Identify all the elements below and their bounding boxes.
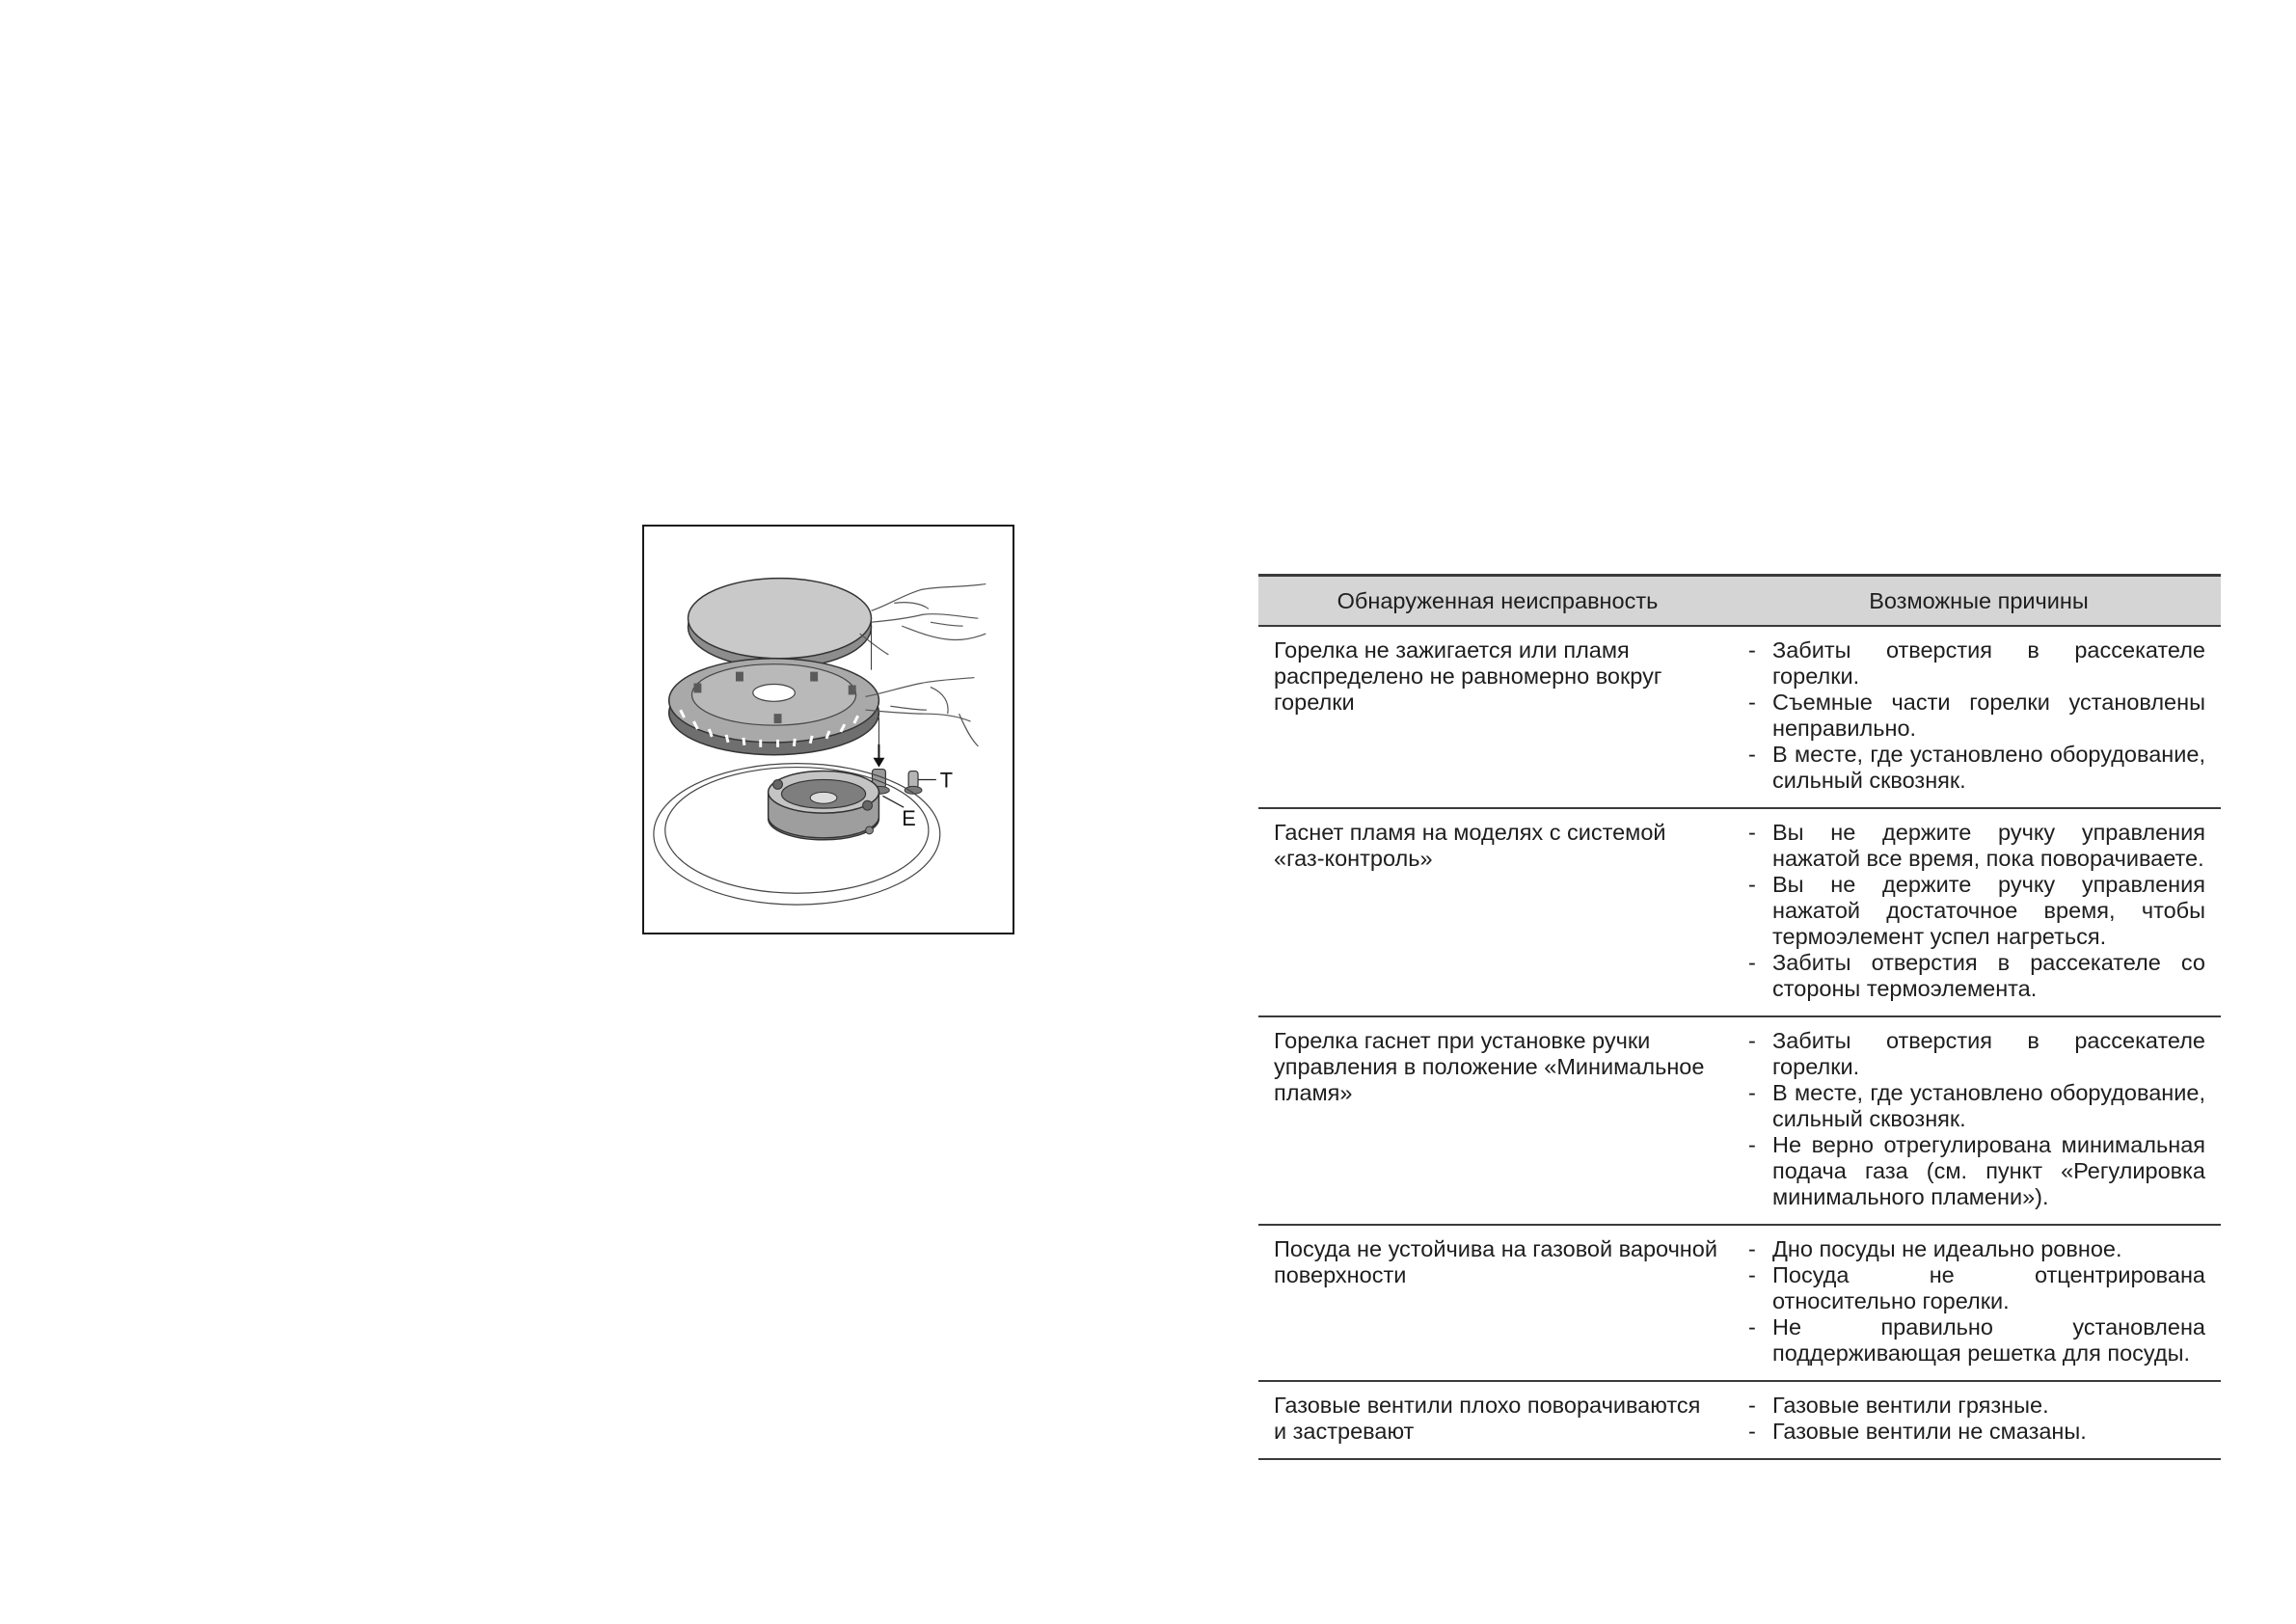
cause-item: - Забиты отверстия в рассекателе горелки. — [1748, 637, 2205, 689]
table-header-row — [1258, 576, 2221, 627]
cause-item: - Съемные части горелки установлены неправильно. — [1748, 690, 2205, 741]
label-e: E — [902, 805, 916, 830]
burner-cap — [689, 579, 872, 668]
table-row — [1258, 626, 2221, 808]
causes-cell — [1737, 1381, 2221, 1459]
fault-cell: Горелка гаснет при установке ручки управления в положение «Минимальное пламя» — [1258, 1016, 1737, 1225]
cause-item: - Не правильно установлена поддерживающая решетка для посуды. — [1748, 1314, 2205, 1366]
table-row — [1258, 1016, 2221, 1225]
cause-item: - Посуда не отцентрирована относительно горелки. — [1748, 1262, 2205, 1313]
cause-item: - В месте, где установлено оборудование, сильный сквозняк. — [1748, 742, 2205, 793]
hand-lower — [866, 678, 979, 746]
table-row — [1258, 808, 2221, 1016]
fault-cell: Гаснет пламя на моделях с системой «газ-контроль» — [1258, 808, 1737, 1016]
cause-item: - Вы не держите ручку управления нажатой все время, пока поворачиваете. — [1748, 820, 2205, 871]
troubleshooting-table — [1258, 574, 2221, 1460]
burner-spreader — [669, 659, 879, 755]
causes-cell — [1737, 1016, 2221, 1225]
burner-cup — [769, 771, 879, 840]
cause-item: - Газовые вентили грязные. — [1748, 1393, 2049, 1418]
table-row — [1258, 1381, 2221, 1459]
header-causes: Возможные причины — [1737, 576, 2221, 627]
cause-item: - Вы не держите ручку управления нажатой достаточное время, чтобы термоэлемент успел нагреться. — [1748, 872, 2205, 949]
cause-item: - Забиты отверстия в рассекателе горелки. — [1748, 1028, 2205, 1079]
cause-item: - В месте, где установлено оборудование, сильный сквозняк. — [1748, 1080, 2205, 1131]
header-fault: Обнаруженная неисправность — [1258, 576, 1737, 627]
cause-item: - Дно посуды не идеально ровное. — [1748, 1236, 2122, 1261]
burner-assembly-figure — [642, 525, 1014, 934]
causes-cell — [1737, 626, 2221, 808]
fault-cell: Горелка не зажигается или пламя распределено не равномерно вокруг горелки — [1258, 626, 1737, 808]
hand-upper — [860, 584, 986, 655]
cause-item: - Газовые вентили не смазаны. — [1748, 1419, 2087, 1444]
fault-cell: Посуда не устойчива на газовой варочной поверхности — [1258, 1225, 1737, 1381]
label-t: T — [939, 768, 954, 793]
arrow-down-icon — [874, 744, 885, 768]
fault-cell: Газовые вентили плохо поворачиваются и застревают — [1258, 1381, 1737, 1459]
causes-cell — [1737, 1225, 2221, 1381]
table-row — [1258, 1225, 2221, 1381]
causes-cell — [1737, 808, 2221, 1016]
cause-item: - Забиты отверстия в рассекателе со стороны термоэлемента. — [1748, 950, 2205, 1001]
cause-item: - Не верно отрегулирована минимальная подача газа (см. пункт «Регулировка минимального пламени»). — [1748, 1132, 2205, 1209]
